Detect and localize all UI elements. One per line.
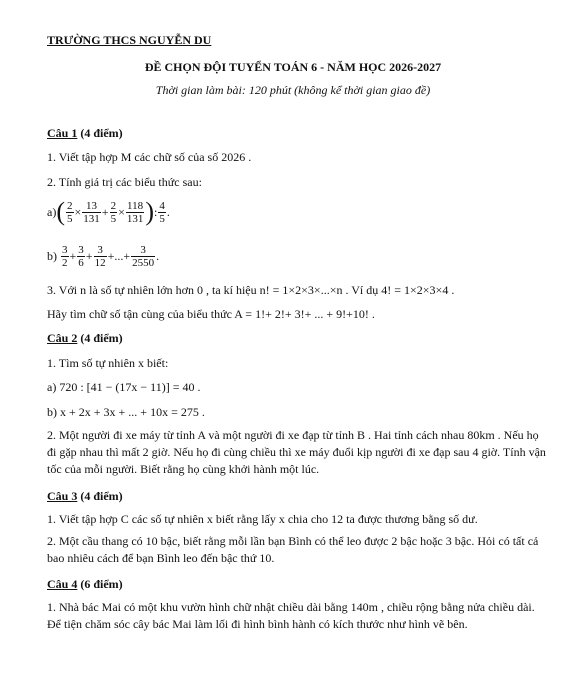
frac-a2: [82, 200, 101, 225]
cau1-label: Câu 1: [47, 126, 78, 140]
cau3-label: Câu 3: [47, 489, 78, 503]
cau1-expr-a: [47, 196, 170, 228]
operator: :: [154, 205, 158, 219]
cau1-heading: [47, 126, 123, 140]
frac-b2: [77, 244, 85, 269]
denominator: 2: [62, 256, 68, 269]
cau3-q2: 2. Một cầu thang có 10 bậc, biết rằng mỗi lần bạn Bình có thể leo được 2 bậc hoặc 3 bậc. Hỏi có tất cả bao nhiêu cách để bạn Bình leo đến bậc thứ 10.: [47, 534, 539, 565]
cau3-heading: [47, 489, 123, 503]
cau2-q1b: b) x + 2x + 3x + ... + 10x = 275 .: [47, 405, 205, 419]
numerator: 4: [159, 199, 165, 212]
cau1-q1: 1. Viết tập hợp M các chữ số của số 2026 .: [47, 150, 252, 164]
denominator: 5: [67, 212, 73, 225]
cau4-heading: [47, 577, 123, 591]
open-paren: (: [56, 197, 65, 226]
cau3-q1: 1. Viết tập hợp C các số tự nhiên x biết rằng lấy x chia cho 12 ta được thương bằng số dư.: [47, 512, 478, 526]
frac-b3: [94, 244, 107, 269]
denominator: 131: [83, 212, 100, 225]
exam-title: ĐỀ CHỌN ĐỘI TUYỂN TOÁN 6 - NĂM HỌC 2026-2027: [144, 60, 442, 74]
numerator: 13: [82, 200, 101, 213]
operator: +: [85, 249, 93, 263]
numerator: 2: [67, 199, 73, 212]
operator: ×: [118, 205, 125, 219]
cau1-q2: 2. Tính giá trị các biểu thức sau:: [47, 175, 202, 189]
cau1-q3-line1: 3. Với n là số tự nhiên lớn hơn 0 , ta kí hiệu n! = 1×2×3×...×n . Ví dụ 4! = 1×2×3×4 .: [47, 283, 455, 297]
denominator: 2550: [132, 256, 155, 269]
numerator: 3: [78, 243, 84, 256]
expr-a-label: a): [47, 205, 57, 219]
operator: +: [101, 205, 109, 219]
school-name: TRƯỜNG THCS NGUYỄN DU: [47, 33, 212, 47]
denominator: 5: [110, 212, 117, 225]
cau1-q3-line2: Hãy tìm chữ số tận cùng của biểu thức A = 1!+ 2!+ 3!+ ... + 9!+10! .: [47, 307, 375, 321]
cau4-label: Câu 4: [47, 577, 78, 591]
frac-b4: [131, 244, 155, 269]
frac-b1: [61, 244, 69, 269]
frac-a5: [158, 200, 166, 225]
cau2-points: (4 điểm): [80, 331, 123, 345]
numerator: 3: [94, 244, 107, 257]
expr-b-label: b): [47, 249, 57, 263]
cau2-heading: [47, 331, 123, 345]
frac-a4: [126, 200, 145, 225]
denominator: 5: [159, 212, 165, 225]
cau3-points: (4 điểm): [80, 489, 123, 503]
period: .: [166, 205, 170, 219]
operator: +...+: [107, 249, 131, 263]
cau2-q1a: a) 720 : [41 − (17x − 11)] = 40 .: [47, 380, 201, 394]
cau4-q1: 1. Nhà bác Mai có một khu vườn hình chữ nhật chiều dài bằng 140m , chiều rộng bằng nửa chiều dài. Để tiện chăm sóc cây bác Mai làm lối đi hình bình hành có kích thước như hình vẽ bên.: [47, 600, 535, 631]
denominator: 6: [78, 256, 84, 269]
operator: +: [69, 249, 77, 263]
operator: ×: [74, 205, 82, 219]
cau4-points: (6 điểm): [80, 577, 123, 591]
close-paren: ): [145, 197, 155, 226]
denominator: 131: [126, 212, 144, 225]
exam-time: Thời gian làm bài: 120 phút (không kể thời gian giao đề): [155, 83, 431, 97]
numerator: 118: [127, 199, 144, 212]
period: .: [156, 249, 160, 263]
numerator: 2: [110, 199, 117, 212]
denominator: 12: [94, 256, 106, 269]
cau2-q1: 1. Tìm số tự nhiên x biết:: [47, 356, 169, 370]
cau1-points: (4 điểm): [80, 126, 123, 140]
cau1-expr-b: [47, 240, 159, 272]
cau2-q2: 2. Một người đi xe máy từ tỉnh A và một người đi xe đạp từ tỉnh B . Hai tỉnh cách nhau 80km . Nếu họ đi gặp nhau thì mất 2 giờ. Nếu họ đi cùng chiều thì xe máy đuổi kịp người đi xe đạp sau 4 giờ. Tính vận tốc của mỗi người. Biết rằng họ cùng khởi hành một lúc.: [47, 428, 546, 476]
frac-a1: [66, 200, 74, 225]
numerator: 3: [131, 244, 155, 257]
cau2-label: Câu 2: [47, 331, 78, 345]
numerator: 3: [62, 243, 68, 256]
frac-a3: [110, 200, 118, 225]
